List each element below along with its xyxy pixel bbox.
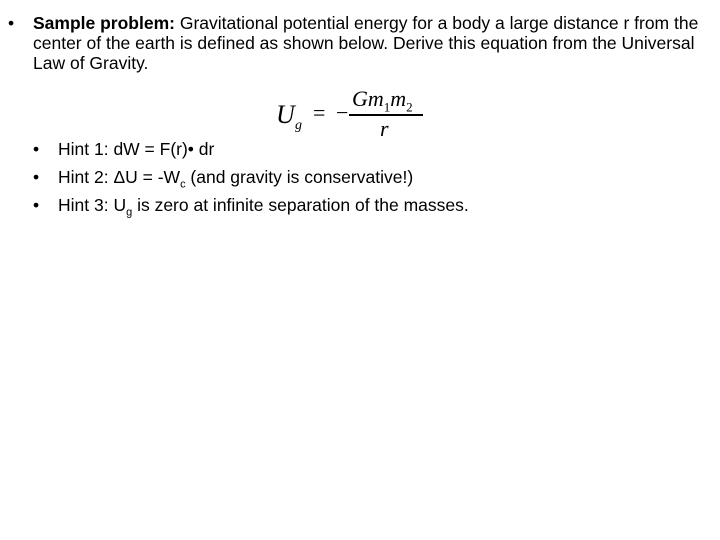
sample-problem-description: Gravitational potential energy for a body a large distance r from the center of the earth is defined as shown below. Derive this equation from the Universal Law of Gravity. [33,13,699,73]
hint-item [33,194,469,222]
hint-text [58,195,469,219]
hint-item [33,166,469,194]
equation-equals-sign: = [313,100,326,125]
hint-subscript: c [180,178,186,191]
hint-text [58,167,414,191]
bullet-point: • [33,139,40,159]
hint-text-start: Hint 3: U [58,195,127,215]
equation-lhs-subscript: g [295,118,302,133]
numerator-mass-1: m [367,86,384,111]
equation-lhs-symbol: U [276,100,295,129]
hint-text-end: is zero at infinite separation of the masses. [132,195,469,215]
hint-list [33,138,469,222]
bullet-point: • [33,167,40,187]
bullet-point: • [33,195,40,215]
numerator-mass-2-subscript: 2 [406,99,413,115]
sample-problem-label: Sample problem: [33,13,175,33]
hint-text-end: (and gravity is conservative!) [185,167,414,187]
hint-text-start: Hint 2: ΔU = -W [58,167,181,187]
equation-minus-sign: − [336,100,349,125]
hint-text: Hint 1: dW = F(r)• dr [58,139,215,159]
numerator-mass-2: m [390,86,407,111]
numerator-mass-1-subscript: 1 [383,99,391,115]
sample-problem-item [8,13,708,73]
hint-subscript: g [126,206,133,219]
bullet-point: • [8,13,15,33]
sample-problem-text [33,13,708,73]
equation-numerator [352,86,413,115]
numerator-constant: G [352,86,368,111]
equation-denominator: r [380,116,389,141]
hint-item [33,138,469,166]
